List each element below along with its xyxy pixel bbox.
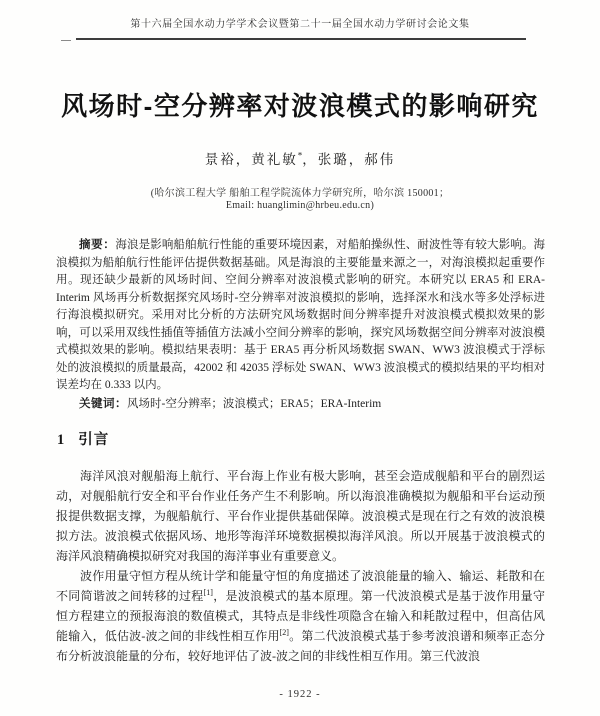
introduction-body bbox=[56, 466, 545, 666]
section-1-number: 1 bbox=[57, 432, 66, 448]
abstract-paragraph bbox=[56, 237, 545, 395]
citation-2: [2] bbox=[279, 628, 289, 637]
para2-segment-3: 。第二代波浪模式基于参考波浪谱和频率正态分布分析波浪能量的分布，较好地评估了波-波之间的非线性相互作用。第三代波浪 bbox=[56, 629, 545, 663]
paper-title: 风场时-空分辨率对波浪模式的影响研究 bbox=[61, 91, 539, 121]
affiliation-line-1: (哈尔滨工程大学 船舶工程学院流体力学研究所，哈尔滨 150001； bbox=[150, 188, 450, 199]
authors-after-mark: ，张璐，郝伟 bbox=[302, 152, 396, 167]
keywords-text: 风场时-空分辨率；波浪模式；ERA5；ERA-Interim bbox=[127, 398, 382, 410]
running-header: 第十六届全国水动力学学术会议暨第二十一届全国水动力学研讨会论文集 bbox=[130, 19, 470, 30]
affiliation-line-2: Email: huanglimin@hrbeu.edu.cn) bbox=[225, 200, 375, 211]
abstract-text: 海浪是影响船舶航行性能的重要环境因素，对船舶操纵性、耐波性等有较大影响。海浪模拟为船舶航行性能评估提供数据基础。风是海浪的主要能量来源之一，对海浪模拟起重要作用。现还缺少最新的风场时间、空间分辨率对波浪模式影响的研究。本研究以 ERA5 和 ERA-Interim 风场再分析数据探究风场时-空分辨率对波浪模拟的影响，选择深水和浅水等多处浮标进行海浪模拟研究。采用对比分析的方法研究风场数据时间分辨率提升对波浪模式模拟效果的影响，可以采用双线性插值等插值方法减小空间分辨率的影响，探究风场数据空间分辨率对波浪模式模拟效果的影响。模拟结果表明：基于 ERA5 再分析风场数据 SWAN、WW3 波浪模式于浮标处的波浪模拟的质量最高，42002 和 42035 浮标处 SWAN、WW3 波浪模式的模拟结果的平均相对误差均在 0.333 以内。 bbox=[56, 239, 546, 391]
intro-paragraph-2 bbox=[56, 566, 545, 666]
corresponding-author-mark: * bbox=[297, 150, 303, 161]
header-rule-tick bbox=[61, 40, 71, 41]
intro-paragraph-1: 海洋风浪对舰船海上航行、平台海上作业有极大影响，甚至会造成舰船和平台的剧烈运动，对舰船航行安全和平台作业任务产生不利影响。所以海浪准确模拟为舰船和平台运动预报提供数据支撑，为舰船航行、平台作业提供基础保障。波浪模式是现在行之有效的波浪模拟方法。波浪模式依据风场、地形等海洋环境数据模拟海洋风浪。所以开展基于波浪模式的海洋风浪精确模拟研究对我国的海洋事业有重要意义。 bbox=[56, 469, 545, 563]
authors-before-mark: 景裕，黄礼敏 bbox=[204, 152, 298, 167]
keywords-label: 关键词： bbox=[79, 398, 127, 410]
keywords-line bbox=[56, 395, 545, 411]
citation-1: [1] bbox=[203, 588, 213, 597]
section-1-heading bbox=[57, 428, 109, 449]
header-rule bbox=[76, 38, 526, 40]
abstract-label: 摘要： bbox=[79, 239, 116, 251]
para2-segment-2: ，是波浪模式的基本原理。第一代波浪模式是基于波作用量守恒方程建立的预报海浪的数值模式，其特点是非线性项隐含在输入和耗散过程中，但高估风能输入，低估波-波之间的非线性相互作用 bbox=[56, 589, 545, 643]
author-list bbox=[0, 148, 600, 168]
para2-segment-1: 波作用量守恒方程从统计学和能量守恒的角度描述了波浪能量的输入、输运、耗散和在不同简谐波之间转移的过程 bbox=[56, 569, 545, 603]
page-number: - 1922 - bbox=[279, 689, 321, 700]
section-1-title: 引言 bbox=[78, 432, 110, 448]
